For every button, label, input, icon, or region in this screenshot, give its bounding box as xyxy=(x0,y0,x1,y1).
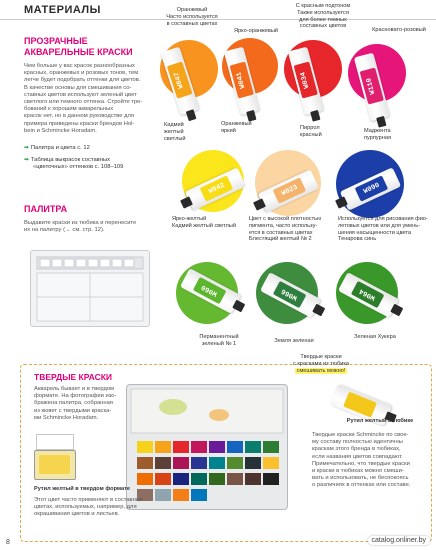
body-line: красных, оранжевых и розовых тонов, тем xyxy=(24,70,139,77)
callout-mixing xyxy=(286,354,356,374)
tube-caption-bottom xyxy=(340,334,410,341)
pan-caption: Рутил желтый в твердом формате xyxy=(34,486,130,492)
tube-caption-bottom xyxy=(164,122,214,142)
caption-line: пигмента, часто использу- xyxy=(249,222,318,229)
tube-code: W066 xyxy=(280,286,299,302)
body-line: bein и Schmincke Horadam. xyxy=(24,127,97,134)
body-line: Чем больше у вас красок разнообразных xyxy=(24,63,135,69)
tube-code: W060 xyxy=(200,282,219,298)
body-line: Примечательно, что твердые краски xyxy=(312,460,410,467)
arrow-right-icon: ➡ xyxy=(24,157,29,163)
body-line: вать и использовать, не беспокоясь xyxy=(312,475,409,482)
body-line: и краски в тюбиках можно смеши- xyxy=(312,468,404,475)
caption-line: Тенарова синь xyxy=(338,236,377,243)
caption-line: Оранжевый xyxy=(176,7,208,13)
caption-line: Красновато-розовый xyxy=(372,27,426,33)
pan-wrapper-image xyxy=(36,434,74,450)
caption-line: ется в составных цветах xyxy=(249,229,313,236)
note-line: Этот цвет часто применяют в составных xyxy=(34,497,143,503)
palette-body xyxy=(24,220,159,234)
caption-line: яркий xyxy=(221,127,236,134)
note-line: окрашивания цветов и листьев. xyxy=(34,511,120,518)
section-title-line: ПРОЗРАЧНЫЕ xyxy=(24,36,88,46)
link-text: Таблица выкрасок составных xyxy=(30,157,111,163)
body-line: Твердые краски Schmincke по свое- xyxy=(312,432,409,438)
caption-line: Земля зеленая xyxy=(274,338,314,344)
caption-line: Ярко-оранжевый xyxy=(233,28,279,34)
section-title-transparent xyxy=(24,36,133,58)
link-palette[interactable] xyxy=(24,145,90,152)
caption-line: Перманентный xyxy=(199,334,239,340)
tube-caption: Рутил желтый в тюбике xyxy=(346,418,414,424)
tube-caption-bottom xyxy=(221,121,271,135)
caption-line: желтый xyxy=(164,128,184,135)
tube-caption-top xyxy=(160,7,224,27)
caption-line: пурпурная xyxy=(364,134,391,141)
page-number: 8 xyxy=(6,539,10,546)
caption-line: летовых цветов или для умень- xyxy=(338,222,421,229)
caption-line: светлый xyxy=(164,135,186,142)
body-line: формате. На фотографии изо- xyxy=(34,393,117,400)
tube-caption-top xyxy=(226,28,286,35)
body-line: их на палитру (→ см. стр. 12). xyxy=(24,227,105,234)
tube-caption-top xyxy=(285,3,361,30)
link-text: «цветочных» оттенков с. 108–109 xyxy=(33,164,124,171)
tube-caption-bottom xyxy=(249,216,335,243)
caption-line: Оранжевый xyxy=(221,121,252,127)
arrow-right-icon: ➡ xyxy=(24,145,29,151)
tube-caption-bottom xyxy=(338,216,434,243)
tube-code: W042 xyxy=(207,181,226,196)
caption-line: Ярко-желтый xyxy=(172,216,207,222)
body-line: ми Schmincke Horadam. xyxy=(34,414,99,421)
body-line: бражена палитра, собранная xyxy=(34,400,113,407)
body-line: ставных цветов используют зеленый цвет xyxy=(24,91,137,98)
solid-pan-image xyxy=(34,450,76,480)
tube-caption-bottom xyxy=(264,338,324,345)
caption-line: зеленый № 1 xyxy=(201,340,237,347)
transparent-body xyxy=(24,63,152,135)
palette-wells-icon xyxy=(31,251,149,326)
tube-caption-bottom xyxy=(364,128,424,142)
body-line: если названия цветов совпадают. xyxy=(312,453,403,460)
solid-body xyxy=(34,386,130,422)
tube-code: W110 xyxy=(365,76,378,95)
page-title: МАТЕРИАЛЫ xyxy=(24,4,101,16)
tube-caption-bottom xyxy=(184,334,254,348)
link-swatch-table[interactable] xyxy=(24,157,123,171)
callout-line: Твердые краски xyxy=(300,354,342,360)
yellow-paint-cake xyxy=(39,455,70,474)
body-line: бований к хорошим акварельных xyxy=(24,106,114,113)
solid-right-text xyxy=(312,432,430,490)
caption-line: Кадмий желтый светлый xyxy=(172,222,236,229)
caption-line: красный xyxy=(300,131,322,138)
caption-line: Также используется xyxy=(297,9,349,16)
tube-code: W034 xyxy=(299,70,312,89)
caption-line: Зеленая Хукера xyxy=(354,334,396,340)
source-watermark: catalog.onliner.by xyxy=(368,536,430,545)
body-line: красок нет, но в данном руководстве для xyxy=(24,113,135,120)
caption-line: Кадмий xyxy=(164,122,184,128)
body-line: Акварель бывает и в твердом xyxy=(34,386,115,392)
body-line: из кювет с твердыми краска- xyxy=(34,407,112,414)
note-line: цветах, используемых, например, для xyxy=(34,504,137,511)
section-title-palette: ПАЛИТРА xyxy=(24,204,68,214)
caption-line: Блестящий желтый № 2 xyxy=(249,236,312,243)
body-line: о различиях в оттенках или составе. xyxy=(312,482,411,489)
body-line: примера приведены краски брендов Hol- xyxy=(24,120,135,127)
tube-code: W090 xyxy=(362,181,381,196)
section-title-line: АКВАРЕЛЬНЫЕ КРАСКИ xyxy=(24,47,133,57)
tube-caption-top xyxy=(364,27,434,34)
caption-line: Пиррол xyxy=(300,125,320,131)
tube-code: W047 xyxy=(173,70,186,89)
section-title-solid: ТВЕРДЫЕ КРАСКИ xyxy=(34,372,113,382)
callout-line: с красками из тюбика xyxy=(292,360,350,367)
body-line: светлого или темного оттенка. Стройте тре- xyxy=(24,99,143,106)
caption-line: Цвет с высокой плотностью xyxy=(249,216,322,222)
caption-line: в составных цветах xyxy=(166,20,218,27)
tube-code: W041 xyxy=(235,70,248,89)
caption-line: для более темных xyxy=(299,16,347,23)
body-line: легче будет подобрать оттенки для цветов. xyxy=(24,77,141,84)
caption-line: шения насыщенности цвета xyxy=(338,229,412,236)
body-line: краскам этого бренда в тюбиках, xyxy=(312,446,401,453)
body-line: Выдавите краски из тюбика и перенесите xyxy=(24,220,137,226)
caption-line: составных цветов xyxy=(299,23,347,30)
caption-line: Используется для рисования фио- xyxy=(338,216,428,222)
caption-line: Часто используется xyxy=(166,13,218,20)
tube-code: W064 xyxy=(358,286,377,302)
body-line: му составу полностью идентичны xyxy=(312,439,403,446)
plastic-palette-image xyxy=(30,250,150,327)
tube-caption-bottom xyxy=(300,125,350,139)
caption-line: С красным подтоном xyxy=(295,3,351,9)
pan-note xyxy=(34,497,174,519)
callout-highlight: смешивать можно! xyxy=(296,367,346,374)
tube-code: W023 xyxy=(280,183,299,198)
body-line: В качестве основы для смешивания со- xyxy=(24,84,132,91)
caption-line: Маджента xyxy=(364,128,391,134)
tube-caption-bottom xyxy=(172,216,242,230)
link-text: Палитра и цвета с. 12 xyxy=(30,145,90,151)
